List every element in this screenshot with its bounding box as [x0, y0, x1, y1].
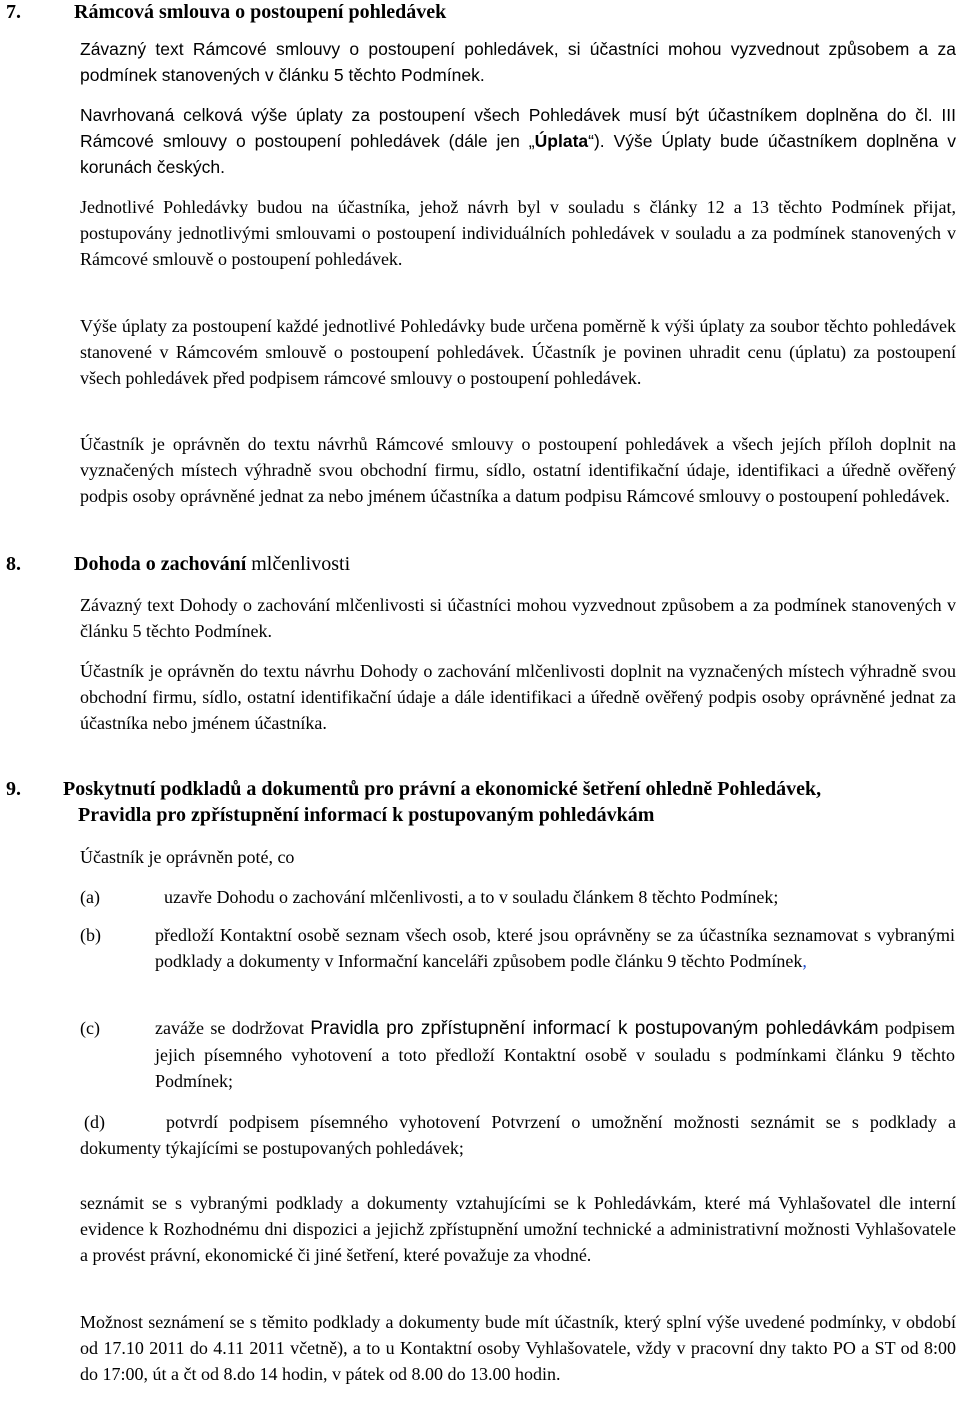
- list-item-d-text: potvrdí podpisem písemného vyhotovení Potvrzení o umožnění možnosti seznámit se s podklady a dokumenty týkajícími se postupovaných pohledávek;: [80, 1112, 956, 1158]
- section-7-number: 7.: [6, 1, 21, 23]
- list-item-a-label: (a): [80, 887, 100, 907]
- section-9-heading: [6, 777, 821, 801]
- section-9-title-line-2: Pravidla pro zpřístupnění informací k postupovaným pohledávkám: [78, 804, 655, 826]
- section-9-paragraph-last: Možnost seznámení se s těmito podklady a dokumenty bude mít účastník, který splní výše uvedené podmínky, v období od 17.10 2011 do 4.11 2011 včetně), a to u Kontaktní osoby Vyhlašovatele, vždy v pracovní dny takto PO a ST od 8:00 do 17:00, út a čt od 8.do 14 hodin, v pátek od 8.00 do 13.00 hodin.: [80, 1312, 956, 1384]
- section-9-paragraph-after-list: seznámit se s vybranými podklady a dokumenty vztahujícími se k Pohledávkám, které má Vyhlašovatel dle interní evidence k Rozhodnému dni dispozici a jejichž zpřístupnění umožní technické a administrativní možnosti Vyhlašovatele a provést právní, ekonomické či jiné šetření, které považuje za vhodné.: [80, 1193, 956, 1265]
- list-item-c-text: zaváže se dodržovat Pravidla pro zpřístupnění informací k postupovaným pohledávkám podpisem jejich písemného vyhotovení a toto předloží Kontaktní osobě v souladu s podmínkami článku 9 těchto Podmínek;: [155, 1018, 955, 1091]
- section-7-paragraph-2: Navrhovaná celková výše úplaty za postoupení všech Pohledávek musí být účastníkem doplněna do čl. III Rámcové smlouvy o postoupení pohledávek (dále jen „Úplata“). Výše Úplaty bude účastníkem doplněna v korunách českých.: [80, 105, 956, 177]
- section-7-paragraph-4: Výše úplaty za postoupení každé jednotlivé Pohledávky bude určena poměrně k výši úplaty za soubor těchto pohledávek stanovené v Rámcovém smlouvě o postoupení pohledávek. Účastník je povinen uhradit cenu (úplatu) za postoupení všech pohledávek před podpisem rámcové smlouvy o postoupení pohledávek.: [80, 316, 956, 388]
- section-9-intro: Účastník je oprávněn poté, co: [80, 847, 295, 867]
- section-8-paragraph-1: Závazný text Dohody o zachování mlčenlivosti si účastníci mohou vyzvednout způsobem a za podmínek stanovených v článku 5 těchto Podmínek.: [80, 595, 956, 641]
- list-item-d-label: (d): [84, 1112, 105, 1132]
- section-8-number: 8.: [6, 553, 21, 575]
- list-item-a-text: uzavře Dohodu o zachování mlčenlivosti, a to v souladu článkem 8 těchto Podmínek;: [164, 887, 779, 907]
- list-item-b-label: (b): [80, 925, 101, 945]
- section-8-heading: [6, 552, 350, 576]
- list-item-c-label: (c): [80, 1018, 100, 1038]
- section-7-paragraph-5: Účastník je oprávněn do textu návrhů Rámcové smlouvy o postoupení pohledávek a všech jejích příloh doplnit na vyznačených místech výhradně svou obchodní firmu, sídlo, ostatní identifikační údaje, identifikaci a úředně ověřený podpis osoby oprávněné jednat za nebo jménem účastníka a datum podpisu Rámcové smlouvy o postoupení pohledávek.: [80, 434, 956, 506]
- section-7-paragraph-1: Závazný text Rámcové smlouvy o postoupení pohledávek, si účastníci mohou vyzvednout způsobem a za podmínek stanovených v článku 5 těchto Podmínek.: [80, 39, 956, 85]
- section-9-number: 9.: [6, 778, 21, 800]
- section-8-paragraph-2: Účastník je oprávněn do textu návrhu Dohody o zachování mlčenlivosti doplnit na vyznačených místech výhradně svou obchodní firmu, sídlo, ostatní identifikační údaje a dále identifikaci a úředně ověřený podpis osoby oprávněné jednat za účastníka nebo jménem účastníka.: [80, 661, 956, 733]
- uplata-term: Úplata: [534, 131, 589, 151]
- section-9-title-line-1: Poskytnutí podkladů a dokumentů pro právní a ekonomické šetření ohledně Pohledávek,: [63, 778, 822, 800]
- section-7-heading: [6, 0, 446, 24]
- pravidla-title: Pravidla pro zpřístupnění informací k postupovaným pohledávkám: [310, 1018, 879, 1039]
- list-item-b-text: předloží Kontaktní osobě seznam všech osob, které jsou oprávněny se za účastníka seznamovat s vybranými podklady a dokumenty v Informační kanceláři způsobem podle článku 9 těchto Podmínek,: [155, 925, 955, 971]
- section-7-title: Rámcová smlouva o postoupení pohledávek: [74, 1, 447, 23]
- section-7-paragraph-3: Jednotlivé Pohledávky budou na účastníka, jehož návrh byl v souladu s články 12 a 13 těchto Podmínek přijat, postupovány jednotlivými smlouvami o postoupení individuálních pohledávek v souladu a za podmínek stanovených v Rámcové smlouvě o postoupení pohledávek.: [80, 197, 956, 269]
- section-8-title-normal: mlčenlivosti: [251, 553, 351, 575]
- section-8-title-bold: Dohoda o zachování: [74, 553, 247, 575]
